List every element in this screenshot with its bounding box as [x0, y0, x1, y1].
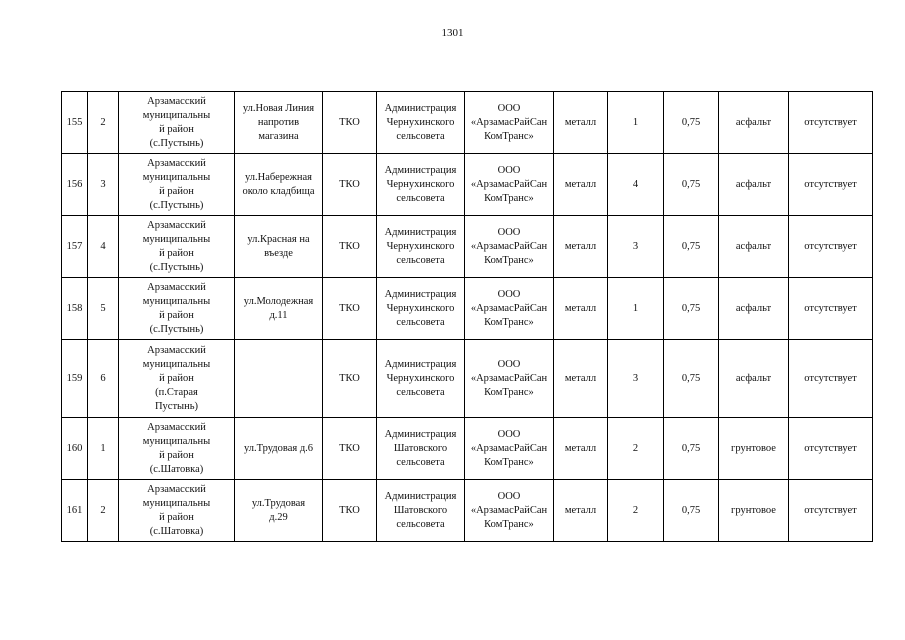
surface-cell: асфальт [719, 340, 789, 418]
waste-type-cell: ТКО [323, 340, 377, 418]
owner-cell: Администрация Чернухинского сельсовета [377, 92, 465, 154]
district-cell: Арзамасский муниципальны й район (с.Пустынь) [119, 154, 235, 216]
row-number-cell: 157 [62, 216, 88, 278]
district-cell: Арзамасский муниципальны й район (с.Пустынь) [119, 216, 235, 278]
sub-number-cell: 2 [88, 480, 119, 542]
operator-cell: ООО «АрзамасРайСан КомТранс» [465, 92, 554, 154]
surface-cell: асфальт [719, 216, 789, 278]
sub-number-cell: 6 [88, 340, 119, 418]
district-cell: Арзамасский муниципальны й район (с.Шатовка) [119, 480, 235, 542]
district-cell: Арзамасский муниципальны й район (с.Пустынь) [119, 92, 235, 154]
volume-cell: 0,75 [664, 278, 719, 340]
surface-cell: асфальт [719, 154, 789, 216]
operator-cell: ООО «АрзамасРайСан КомТранс» [465, 216, 554, 278]
fence-cell: отсутствует [789, 278, 873, 340]
waste-type-cell: ТКО [323, 418, 377, 480]
district-cell: Арзамасский муниципальны й район (с.Шатовка) [119, 418, 235, 480]
volume-cell: 0,75 [664, 340, 719, 418]
row-number-cell: 161 [62, 480, 88, 542]
fence-cell: отсутствует [789, 216, 873, 278]
address-cell: ул.Новая Линия напротив магазина [235, 92, 323, 154]
owner-cell: Администрация Чернухинского сельсовета [377, 216, 465, 278]
volume-cell: 0,75 [664, 154, 719, 216]
container-count-cell: 3 [608, 340, 664, 418]
row-number-cell: 156 [62, 154, 88, 216]
address-cell: ул.Красная на въезде [235, 216, 323, 278]
district-cell: Арзамасский муниципальны й район (с.Пустынь) [119, 278, 235, 340]
owner-cell: Администрация Шатовского сельсовета [377, 418, 465, 480]
container-count-cell: 3 [608, 216, 664, 278]
table-row [62, 340, 873, 418]
waste-type-cell: ТКО [323, 216, 377, 278]
table-row [62, 480, 873, 542]
container-count-cell: 2 [608, 418, 664, 480]
fence-cell: отсутствует [789, 154, 873, 216]
page-number: 1301 [441, 27, 464, 39]
sub-number-cell: 5 [88, 278, 119, 340]
material-cell: металл [554, 216, 608, 278]
material-cell: металл [554, 418, 608, 480]
waste-type-cell: ТКО [323, 92, 377, 154]
owner-cell: Администрация Чернухинского сельсовета [377, 154, 465, 216]
volume-cell: 0,75 [664, 480, 719, 542]
operator-cell: ООО «АрзамасРайСан КомТранс» [465, 418, 554, 480]
surface-cell: асфальт [719, 278, 789, 340]
operator-cell: ООО «АрзамасРайСан КомТранс» [465, 340, 554, 418]
container-count-cell: 2 [608, 480, 664, 542]
waste-type-cell: ТКО [323, 480, 377, 542]
material-cell: металл [554, 92, 608, 154]
material-cell: металл [554, 154, 608, 216]
operator-cell: ООО «АрзамасРайСан КомТранс» [465, 480, 554, 542]
container-count-cell: 1 [608, 278, 664, 340]
sub-number-cell: 2 [88, 92, 119, 154]
waste-type-cell: ТКО [323, 154, 377, 216]
table-row [62, 418, 873, 480]
container-sites-table [61, 91, 873, 542]
fence-cell: отсутствует [789, 480, 873, 542]
surface-cell: грунтовое [719, 480, 789, 542]
address-cell: ул.Молодежная д.11 [235, 278, 323, 340]
waste-type-cell: ТКО [323, 278, 377, 340]
owner-cell: Администрация Чернухинского сельсовета [377, 340, 465, 418]
address-cell: ул.Трудовая д.29 [235, 480, 323, 542]
material-cell: металл [554, 480, 608, 542]
address-cell: ул.Трудовая д.6 [235, 418, 323, 480]
sub-number-cell: 3 [88, 154, 119, 216]
fence-cell: отсутствует [789, 92, 873, 154]
district-cell: Арзамасский муниципальны й район (п.Старая Пустынь) [119, 340, 235, 418]
sub-number-cell: 4 [88, 216, 119, 278]
row-number-cell: 160 [62, 418, 88, 480]
fence-cell: отсутствует [789, 340, 873, 418]
address-cell: ул.Набережная около кладбища [235, 154, 323, 216]
surface-cell: грунтовое [719, 418, 789, 480]
sub-number-cell: 1 [88, 418, 119, 480]
table-row [62, 154, 873, 216]
row-number-cell: 158 [62, 278, 88, 340]
container-count-cell: 1 [608, 92, 664, 154]
surface-cell: асфальт [719, 92, 789, 154]
volume-cell: 0,75 [664, 418, 719, 480]
row-number-cell: 159 [62, 340, 88, 418]
owner-cell: Администрация Чернухинского сельсовета [377, 278, 465, 340]
table-row [62, 216, 873, 278]
operator-cell: ООО «АрзамасРайСан КомТранс» [465, 154, 554, 216]
fence-cell: отсутствует [789, 418, 873, 480]
row-number-cell: 155 [62, 92, 88, 154]
operator-cell: ООО «АрзамасРайСан КомТранс» [465, 278, 554, 340]
address-cell [235, 340, 323, 418]
owner-cell: Администрация Шатовского сельсовета [377, 480, 465, 542]
container-count-cell: 4 [608, 154, 664, 216]
table-row [62, 92, 873, 154]
material-cell: металл [554, 340, 608, 418]
table-row [62, 278, 873, 340]
material-cell: металл [554, 278, 608, 340]
volume-cell: 0,75 [664, 216, 719, 278]
volume-cell: 0,75 [664, 92, 719, 154]
